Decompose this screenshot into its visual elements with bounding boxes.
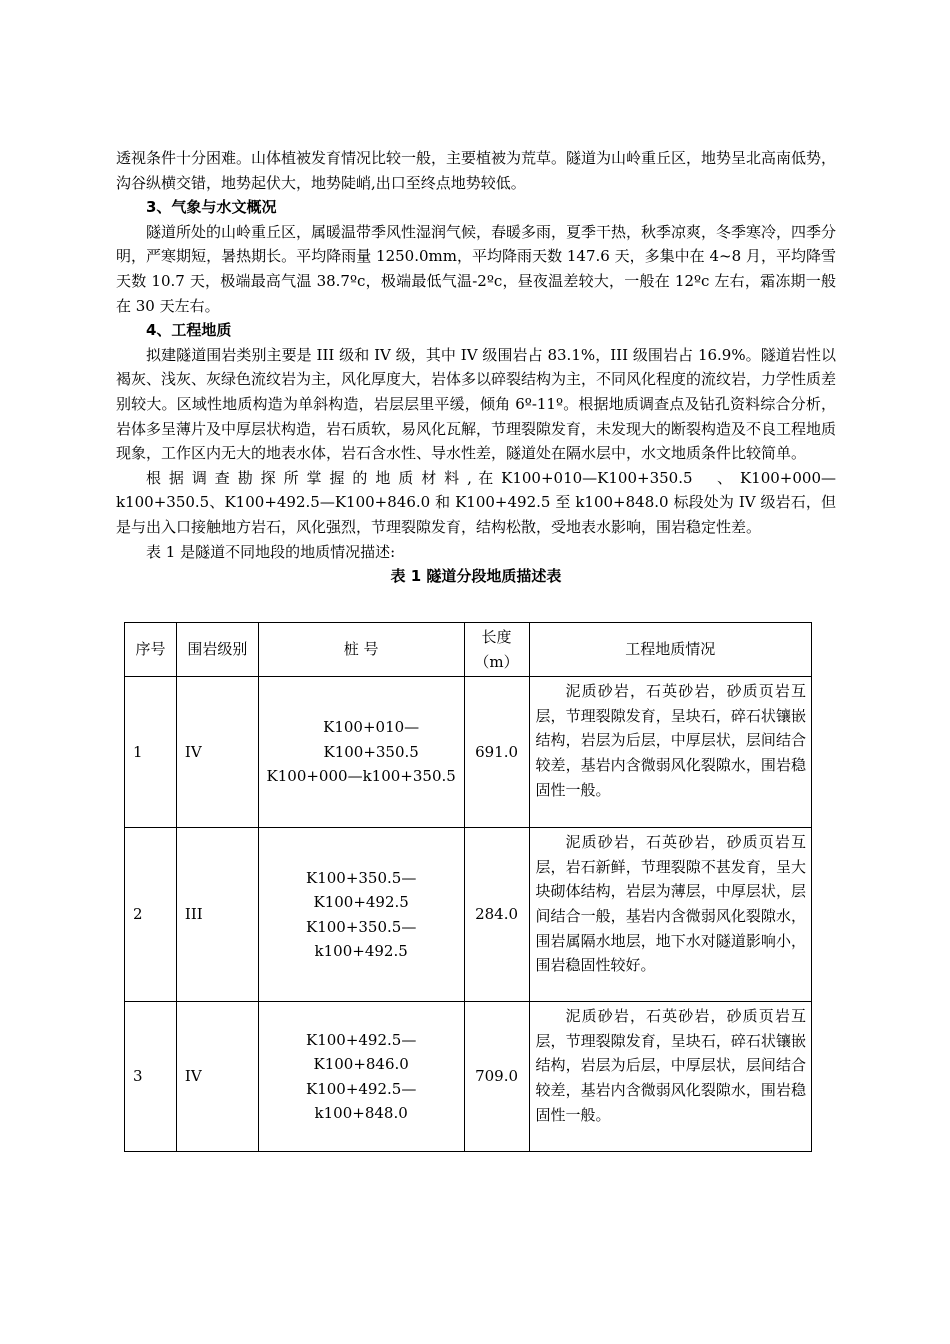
cell-no: 2 <box>125 828 177 1002</box>
paragraph-survey-line2: k100+350.5、K100+492.5—K100+846.0 和 K100+492.5 至 k100+848.0 标段处为 IV 级岩石，但是与出入口接触地方岩石，风化强烈，节理裂隙发育，结构松散，受地表水影响，围岩稳定性差。 <box>116 493 836 536</box>
table-row <box>125 677 812 828</box>
paragraph-terrain: 透视条件十分困难。山体植被发育情况比较一般，主要植被为荒草。隧道为山岭重丘区，地势呈北高南低势，沟谷纵横交错，地势起伏大，地势陡峭,出口至终点地势较低。 <box>116 149 837 192</box>
header-length: 长度（m） <box>464 623 529 677</box>
heading-engineering-geology: 4、工程地质 <box>146 321 232 340</box>
cell-geology <box>529 828 811 1002</box>
table-row <box>125 1002 812 1152</box>
cell-grade: IV <box>176 677 258 828</box>
cell-geology <box>529 1002 811 1152</box>
paragraph-table-intro: 表 1 是隧道不同地段的地质情况描述: <box>146 542 396 561</box>
pile-range-1: K100+010—K100+350.5 <box>323 718 420 761</box>
header-no: 序号 <box>125 623 177 677</box>
table-caption: 表 1 隧道分段地质描述表 <box>390 567 562 586</box>
cell-length: 709.0 <box>464 1002 529 1152</box>
cell-length: 284.0 <box>464 828 529 1002</box>
table-row <box>125 828 812 1002</box>
cell-pile <box>258 828 464 1002</box>
header-grade: 围岩级别 <box>176 623 258 677</box>
table-header-row <box>125 623 812 677</box>
cell-grade: III <box>176 828 258 1002</box>
cell-no: 3 <box>125 1002 177 1152</box>
cell-pile <box>258 1002 464 1152</box>
pile-range-1: K100+492.5—K100+846.0 <box>305 1030 417 1074</box>
paragraph-geology: 拟建隧道围岩类别主要是 III 级和 IV 级，其中 IV 级围岩占 83.1%，III 级围岩占 16.9%。隧道岩性以褐灰、浅灰、灰绿色流纹岩为主，风化厚度大，岩体多以碎裂结构为主，不同风化程度的流纹岩，力学性质差别较大。区域性地质构造为单斜构造，岩层层里平缓，倾角 6º-11º。根据地质调查点及钻孔资料综合分析，岩体多呈薄片及中厚层状构造，岩石质软，易风化瓦解，节理裂隙发育，未发现大的断裂构造及不良工程地质现象，工作区内无大的地表水体，岩石含水性、导水性差，隧道处在隔水层中，水文地质条件比较简单。 <box>116 345 837 463</box>
document-body <box>116 146 836 588</box>
pile-range-2: K100+000—k100+350.5 <box>266 767 456 786</box>
geology-text: 泥质砂岩，石英砂岩，砂质页岩互层，节理裂隙发育，呈块石，碎石状镶嵌结构，岩层为后层，中厚层状，层间结合较差，基岩内含微弱风化裂隙水，围岩稳固性一般。 <box>535 1007 806 1124</box>
pile-range-2: K100+350.5—k100+492.5 <box>305 917 417 961</box>
cell-grade: IV <box>176 1002 258 1152</box>
heading-climate-hydrology: 3、气象与水文概况 <box>146 198 277 217</box>
header-pile: 桩 号 <box>258 623 464 677</box>
cell-geology <box>529 677 811 828</box>
cell-no: 1 <box>125 677 177 828</box>
cell-length: 691.0 <box>464 677 529 828</box>
pile-range-1: K100+350.5—K100+492.5 <box>305 868 417 912</box>
cell-pile <box>258 677 464 828</box>
geology-text: 泥质砂岩，石英砂岩，砂质页岩互层，岩石新鲜，节理裂隙不甚发育，呈大块砌体结构，岩层为薄层，中厚层状，层间结合一般，基岩内含微弱风化裂隙水，围岩属隔水地层，地下水对隧道影响小，围岩稳固性较好。 <box>535 833 806 975</box>
paragraph-climate: 隧道所处的山岭重丘区，属暖温带季风性湿润气候，春暖多雨，夏季干热，秋季凉爽，冬季寒冷，四季分明，严寒期短，暑热期长。平均降雨量 1250.0mm，平均降雨天数 147.6 天，多集中在 4~8 月，平均降雪天数 10.7 天，极端最高气温 38.7ºc，极端最低气温-2ºc，昼夜温差较大，一般在 12ºc 左右，霜冻期一般在 30 天左右。 <box>116 222 837 315</box>
geology-table <box>124 622 812 1152</box>
geology-text: 泥质砂岩，石英砂岩，砂质页岩互层，节理裂隙发育，呈块石，碎石状镶嵌结构，岩层为后层，中厚层状，层间结合较差，基岩内含微弱风化裂隙水，围岩稳固性一般。 <box>535 682 806 799</box>
pile-range-2: K100+492.5—k100+848.0 <box>305 1079 417 1123</box>
paragraph-survey-line1: 根 据 调 查 勘 探 所 掌 握 的 地 质 材 料 , 在 K100+010—K100+350.5 、 K100+000— <box>146 468 836 487</box>
header-geology: 工程地质情况 <box>529 623 811 677</box>
